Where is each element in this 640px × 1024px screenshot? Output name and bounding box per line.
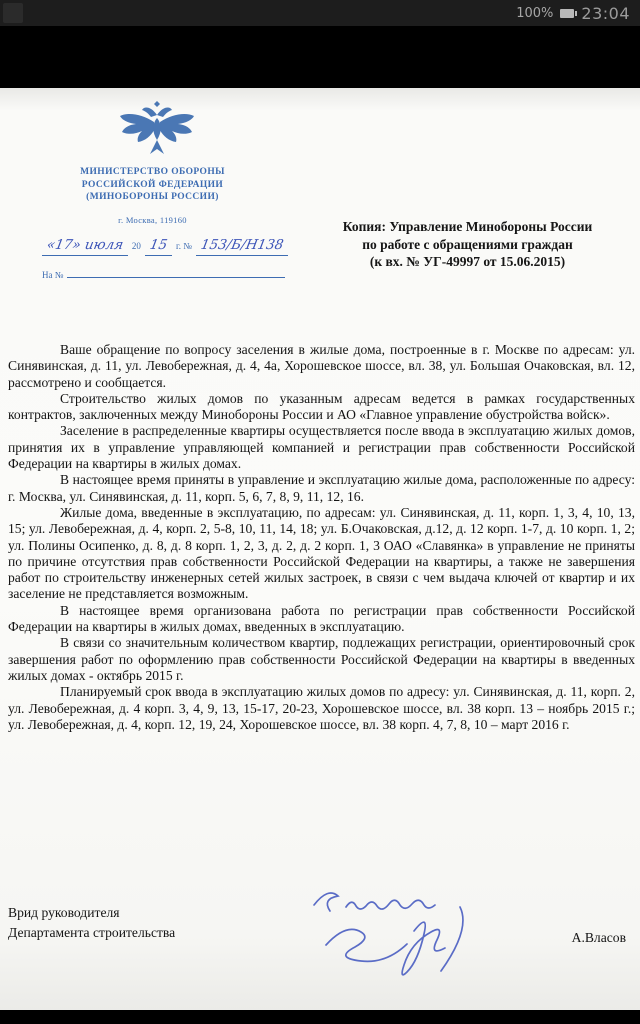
copy-line1: Копия: Управление Минобороны России [342, 219, 593, 234]
body-paragraph: Жилые дома, введенные в эксплуатацию, по адресам: ул. Синявинская, д. 11, корп. 1, 3, 4, 10, 13, 15; ул. Левобережная, д. 4, корп. 2, 5-8, 10, 11, 14, 18; ул. Б.Очаковская, д.12, д. 12 корп. 1-7, д. 10 корп. 1, 2; ул. Полины Осипенко, д. 8, д. 8 корп. 1, 2, 3, д. 2, д. 2 корп. 1, 3 ОАО «Славянка» в управление не приняты по причине отсутствия прав собственности Российской Федерации на квартиры, а также не завершения работ по строительству инженерных сетей жилых застроек, в связи с чем выдача ключей от квартир и их заселение не представляется возможным. [8, 504, 635, 602]
notification-icon [3, 3, 23, 23]
ministry-line2: РОССИЙСКОЙ ФЕДЕРАЦИИ [81, 179, 224, 190]
battery-icon [560, 9, 574, 18]
body-paragraph: Ваше обращение по вопросу заселения в жилые дома, построенные в г. Москве по адресам: ул. Синявинская, д. 11, ул. Левобережная, д. 4, 4а, Хорошевское шоссе, вл. 38, ул. Большая Очаковская, вл. 12, рассмотрено и сообщается. [8, 342, 635, 390]
ministry-line3: (МИНОБОРОНЫ РОССИИ) [86, 192, 219, 202]
scanned-letter [0, 88, 640, 1010]
year-prefix: 20 [131, 241, 141, 251]
handwritten-signature [298, 881, 513, 991]
body-paragraph: В настоящее время приняты в управление и эксплуатацию жилые дома, расположенные по адресу: г. Москва, ул. Синявинская, д. 11, корп. 5, 6, 7, 8, 9, 11, 12, 16. [8, 472, 635, 504]
body-paragraph: Планируемый срок ввода в эксплуатацию жилых домов по адресу: ул. Синявинская, д. 11, корп. 2, ул. Левобережная, д. 4 корп. 3, 4, 9, 13, 15-17, 20-23, Хорошевское шоссе, вл. 38 корп. 13 – ноябрь 2015 г.; ул. Левобережная, д. 4, корп. 12, 19, 24, Хорошевское шоссе, вл. 38 корп. 4, 7, 8, 10 – март 2016 г. [8, 684, 635, 732]
ministry-address: г. Москва, 119160 [118, 215, 187, 225]
signer-position-line1: Врид руководителя [8, 905, 120, 920]
ministry-emblem-icon [118, 100, 196, 165]
handwritten-year: 15 [148, 237, 169, 253]
ref-blank-line [67, 265, 285, 278]
handwritten-date-day: «17» [45, 237, 83, 253]
signer-position-line2: Департамента строительства [8, 925, 176, 940]
copy-line3: (к вх. № УГ-49997 от 15.06.2015) [369, 254, 566, 269]
body-paragraph: Заселение в распределенные квартиры осуществляется после ввода в эксплуатацию жилых домов, принятия их в управление управляющей компанией и регистрации прав собственности Российской Федерации на квартиры в жилых домах. [8, 423, 635, 472]
battery-percent: 100% [516, 5, 554, 21]
body-paragraph: В связи со значительным количеством квартир, подлежащих регистрации, ориентировочный срок завершения работ по оформлению прав собственности Российской Федерации на квартиры в введенных жилых домах - октябрь 2015 г. [8, 635, 635, 683]
letter-body [8, 342, 635, 733]
copy-addressee-block [300, 218, 635, 271]
handwritten-doc-number: 153/Б/Н138 [199, 237, 285, 253]
body-paragraph: В настоящее время организована работа по регистрации прав собственности Российской Федерации на квартиры в жилых домах, введенных в эксплуатацию. [8, 602, 635, 635]
date-number-line [42, 236, 312, 256]
ref-label: На № [42, 270, 64, 280]
body-paragraph: Строительство жилых домов по указанным адресам ведется в рамках государственных контрактов, заключенных между Минобороны России и АО «Главное управление обустройства войск». [8, 390, 635, 423]
ministry-name [35, 166, 270, 204]
status-bar [0, 0, 640, 26]
ministry-line1: МИНИСТЕРСТВО ОБОРОНЫ [80, 167, 225, 177]
signer-position [8, 903, 175, 943]
number-label: г. № [176, 241, 192, 251]
copy-line2: по работе с обращениями граждан [362, 236, 573, 252]
signer-name: А.Власов [571, 930, 626, 945]
reference-line [42, 265, 285, 280]
clock: 23:04 [581, 3, 630, 23]
handwritten-date-month: июля [83, 237, 125, 253]
